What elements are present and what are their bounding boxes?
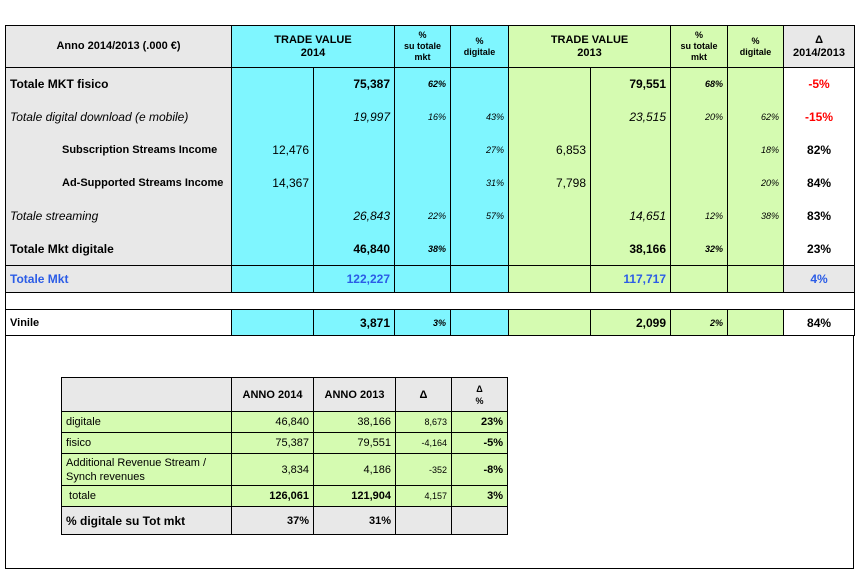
summary-header-2014: ANNO 2014: [232, 378, 314, 412]
summary-2014: 3,834: [232, 454, 314, 486]
pct-total-2013: [671, 167, 728, 200]
row-label: Totale streaming: [6, 200, 232, 233]
table-row: [6, 200, 855, 233]
pct-total-2014: 38%: [395, 233, 451, 266]
delta-value: 84%: [784, 167, 855, 200]
trade-value-2013: 23,515: [591, 101, 671, 134]
pct-total-2014: [395, 167, 451, 200]
summary-table: [61, 377, 508, 535]
total-trade-value-2014: 122,227: [314, 266, 395, 293]
pct-digital-2014: 27%: [451, 134, 509, 167]
delta-value: -5%: [784, 68, 855, 101]
pct-digital-2014: 31%: [451, 167, 509, 200]
total-row: [6, 266, 855, 293]
detail-2014: [232, 200, 314, 233]
summary-delta: 8,673: [396, 412, 452, 433]
pct-digital-2014: 37%: [232, 507, 314, 535]
spacer-row: [6, 293, 855, 310]
table-row: [6, 233, 855, 266]
summary-row-label: fisico: [62, 433, 232, 454]
trade-value-2014: 19,997: [314, 101, 395, 134]
vinile-label: Vinile: [6, 310, 232, 336]
pct-total-2013: 68%: [671, 68, 728, 101]
detail-2014: [232, 101, 314, 134]
table-row: [6, 167, 855, 200]
row-label: Totale Mkt digitale: [6, 233, 232, 266]
vinile-trade-value-2013: 2,099: [591, 310, 671, 336]
summary-delta: 4,157: [396, 486, 452, 507]
pct-digital-2014: [451, 68, 509, 101]
summary-delta-pct: -8%: [452, 454, 508, 486]
summary-row-label: Additional Revenue Stream / Synch revenues: [62, 454, 232, 486]
pct-total-2013: [671, 134, 728, 167]
summary-header-delta: Δ: [396, 378, 452, 412]
pct-total-2014: 22%: [395, 200, 451, 233]
detail-2013: 6,853: [509, 134, 591, 167]
table-row: [6, 68, 855, 101]
detail-2013: 7,798: [509, 167, 591, 200]
summary-delta-pct: 23%: [452, 412, 508, 433]
pct-digital-2014: 43%: [451, 101, 509, 134]
pct-digital-2014: 57%: [451, 200, 509, 233]
pct-digital-2013: [728, 68, 784, 101]
trade-value-2014: 46,840: [314, 233, 395, 266]
detail-2013: [509, 101, 591, 134]
summary-row-label: totale: [62, 486, 232, 507]
header-pct-total-2014: % su totale mkt: [395, 26, 451, 68]
summary-2014: 46,840: [232, 412, 314, 433]
pct-digital-2013: [728, 233, 784, 266]
trade-value-2013: 38,166: [591, 233, 671, 266]
detail-2014: 12,476: [232, 134, 314, 167]
trade-value-2013: 79,551: [591, 68, 671, 101]
trade-value-2013: 14,651: [591, 200, 671, 233]
row-label: Totale digital download (e mobile): [6, 101, 232, 134]
table-row: [6, 134, 855, 167]
summary-delta: -4,164: [396, 433, 452, 454]
pct-digital-2014: [451, 233, 509, 266]
detail-2013: [509, 68, 591, 101]
trade-value-2013: [591, 167, 671, 200]
pct-total-2014: 16%: [395, 101, 451, 134]
detail-2014: [232, 233, 314, 266]
header-trade-value-2014: TRADE VALUE 2014: [232, 26, 395, 68]
trade-value-table: [5, 25, 855, 336]
vinile-delta: 84%: [784, 310, 855, 336]
summary-row-label: digitale: [62, 412, 232, 433]
row-label: Ad-Supported Streams Income: [6, 167, 232, 200]
trade-value-2013: [591, 134, 671, 167]
delta-value: 82%: [784, 134, 855, 167]
detail-2013: [509, 233, 591, 266]
summary-delta-pct: 3%: [452, 486, 508, 507]
table-row: [62, 412, 508, 433]
total-delta: 4%: [784, 266, 855, 293]
pct-digital-2013: 18%: [728, 134, 784, 167]
summary-delta: -352: [396, 454, 452, 486]
pct-digital-2013: 20%: [728, 167, 784, 200]
vinile-row: [6, 310, 855, 336]
total-label: Totale Mkt: [6, 266, 232, 293]
header-pct-digital-2013: % digitale: [728, 26, 784, 68]
summary-2013: 121,904: [314, 486, 396, 507]
detail-2014: [232, 68, 314, 101]
pct-digital-row: [62, 507, 508, 535]
summary-2013: 4,186: [314, 454, 396, 486]
header-pct-digital-2014: % digitale: [451, 26, 509, 68]
row-label: Subscription Streams Income: [6, 134, 232, 167]
table-row: [62, 486, 508, 507]
pct-total-2013: 12%: [671, 200, 728, 233]
summary-2014: 75,387: [232, 433, 314, 454]
table-row: [62, 433, 508, 454]
summary-2013: 79,551: [314, 433, 396, 454]
summary-delta-pct: -5%: [452, 433, 508, 454]
delta-value: -15%: [784, 101, 855, 134]
pct-digital-label: % digitale su Tot mkt: [62, 507, 232, 535]
detail-2014: 14,367: [232, 167, 314, 200]
vinile-pct-total-2013: 2%: [671, 310, 728, 336]
detail-2013: [509, 200, 591, 233]
header-row: [6, 26, 855, 68]
summary-header-row: [62, 378, 508, 412]
pct-digital-2013: 62%: [728, 101, 784, 134]
delta-value: 23%: [784, 233, 855, 266]
header-label: Anno 2014/2013 (.000 €): [6, 26, 232, 68]
pct-digital-2013: 38%: [728, 200, 784, 233]
summary-header-2013: ANNO 2013: [314, 378, 396, 412]
table-row: [62, 454, 508, 486]
vinile-pct-total-2014: 3%: [395, 310, 451, 336]
trade-value-2014: [314, 134, 395, 167]
pct-total-2013: 32%: [671, 233, 728, 266]
pct-total-2014: 62%: [395, 68, 451, 101]
vinile-trade-value-2014: 3,871: [314, 310, 395, 336]
pct-digital-2013: 31%: [314, 507, 396, 535]
trade-value-2014: 75,387: [314, 68, 395, 101]
table-row: [6, 101, 855, 134]
header-delta: Δ 2014/2013: [784, 26, 855, 68]
summary-2014: 126,061: [232, 486, 314, 507]
header-trade-value-2013: TRADE VALUE 2013: [509, 26, 671, 68]
total-trade-value-2013: 117,717: [591, 266, 671, 293]
pct-total-2013: 20%: [671, 101, 728, 134]
trade-value-2014: 26,843: [314, 200, 395, 233]
header-pct-total-2013: % su totale mkt: [671, 26, 728, 68]
row-label: Totale MKT fisico: [6, 68, 232, 101]
summary-header-delta-pct: Δ %: [452, 378, 508, 412]
delta-value: 83%: [784, 200, 855, 233]
pct-total-2014: [395, 134, 451, 167]
trade-value-2014: [314, 167, 395, 200]
summary-2013: 38,166: [314, 412, 396, 433]
